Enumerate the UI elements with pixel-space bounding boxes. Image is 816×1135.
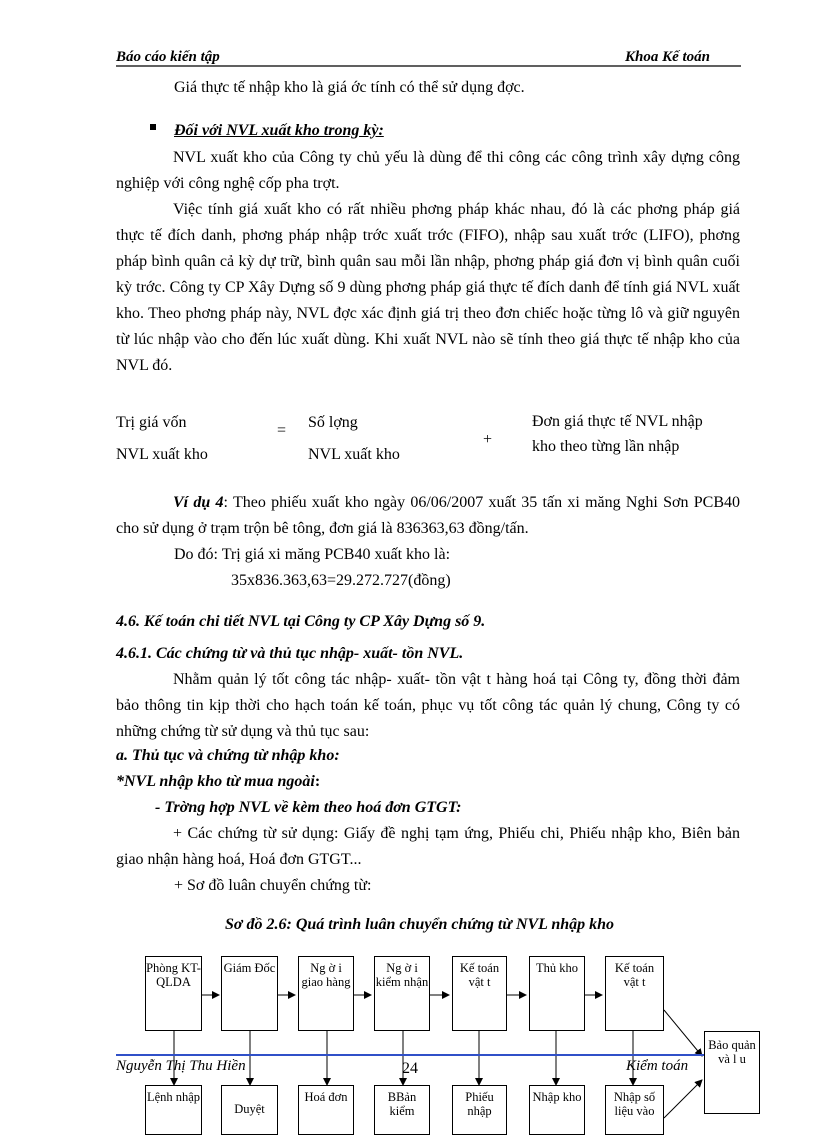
diagram-box-hoa-don: Hoá đơn	[298, 1085, 354, 1135]
section-4-6: 4.6. Kế toán chi tiết NVL tại Công ty CP Xây Dựng số 9.	[116, 613, 486, 630]
diagram-box-store: Bảo quản và l u	[704, 1031, 760, 1114]
diagram-box-thu-kho: Thủ kho	[529, 956, 585, 1031]
example-line2: Do đó: Trị giá xi măng PCB40 xuất kho là:	[174, 546, 451, 563]
diagram-box-duyet: Duyệt	[221, 1085, 278, 1135]
diagram-box-nhap-so-lieu: Nhập số liệu vào	[605, 1085, 664, 1135]
diagram-box-nhap-kho: Nhập kho	[529, 1085, 585, 1135]
diagram-box-phong-kt: Phòng KT-QLDA	[145, 956, 202, 1031]
diagram-title: Sơ đồ 2.6: Quá trình luân chuyển chứng từ NVL nhập kho	[225, 916, 615, 933]
example-text: : Theo phiếu xuất kho ngày 06/06/2007 xuất 35 tấn xi măng Nghi Sơn PCB40 cho sử dụng ở trạm trộn bê tông, đơn giá là 836363,63 đồng/tấn.	[116, 494, 741, 537]
diagram-box-ke-toan-1: Kế toán vật t	[452, 956, 507, 1031]
star-colon: :	[314, 773, 321, 790]
paragraph-2: Việc tính giá xuất kho có rất nhiều phơng pháp khác nhau, đó là các phơng pháp giá thực tế đích danh, phơng pháp nhập trớc xuất trớc (FIFO), nhập sau xuất trớc (LIFO), phơng pháp bình quân cả kỳ dự trữ, bình quân sau mỗi lần nhập, phơng pháp giá đơn vị bình quân cuối kỳ trớc. Công ty CP Xây Dựng số 9 dùng phơng pháp giá thực tế đích danh để tính giá NVL xuất kho. Theo phơng pháp này, NVL đợc xác định giá trị theo đơn chiếc hoặc từng lô và giữ nguyên từ lúc nhập vào cho đến lúc xuất dùng. Khi xuất NVL nào sẽ tính theo giá thực tế nhập kho của NVL đó.	[116, 201, 740, 374]
formula-a1: Trị giá vốn	[116, 414, 187, 431]
section-4-6-1: 4.6.1. Các chứng từ và thủ tục nhập- xuất- tồn NVL.	[116, 645, 464, 662]
subheading-dash: - Trờng hợp NVL về kèm theo hoá đơn GTGT:	[155, 799, 462, 816]
bullet-heading: Đối với NVL xuất kho trong kỳ:	[174, 122, 384, 139]
diagram-box-nguoi-kiem: Ng ờ i kiểm nhận	[374, 956, 430, 1031]
footer-page-number: 24	[402, 1060, 418, 1077]
diagram-box-giam-doc: Giám Đốc	[221, 956, 278, 1031]
diagram-box-nguoi-giao: Ng ờ i giao hàng	[298, 956, 354, 1031]
plus-paragraph-1: + Các chứng từ sử dụng: Giấy đề nghị tạm ứng, Phiếu chi, Phiếu nhập kho, Biên bản giao nhận hàng hoá, Hoá đơn GTGT...	[116, 825, 740, 868]
diagram-box-phieu-nhap: Phiếu nhập	[452, 1085, 507, 1135]
diagram-box-lenh-nhap: Lệnh nhập	[145, 1085, 202, 1135]
plus-line-2: + Sơ đồ luân chuyển chứng từ:	[174, 877, 372, 894]
formula-b2: NVL xuất kho	[308, 446, 400, 463]
formula-c2: kho theo từng lần nhập	[532, 438, 680, 455]
example-label: Ví dụ 4	[173, 494, 224, 511]
diagram-box-bban: BBản kiểm	[374, 1085, 430, 1135]
subheading-a: a. Thủ tục và chứng từ nhập kho:	[116, 747, 340, 764]
formula-b1: Số lợng	[308, 414, 358, 431]
paragraph-3: Nhằm quản lý tốt công tác nhập- xuất- tồn vật t hàng hoá tại Công ty, đồng thời đảm bảo thông tin kịp thời cho hạch toán kế toán, phục vụ tốt công tác quản lý chung, Công ty có những chứng từ sử dụng và thủ tục sau:	[116, 671, 740, 740]
paragraph-1: NVL xuất kho của Công ty chủ yếu là dùng để thi công các công trình xây dựng công nghiệp với công nghệ cốp pha trợt.	[116, 149, 740, 192]
text-line: Giá thực tế nhập kho là giá ớc tính có thể sử dụng đợc.	[174, 79, 525, 96]
diagram-box-ke-toan-2: Kế toán vật t	[605, 956, 664, 1031]
example-line3: 35x836.363,63=29.272.727(đồng)	[231, 572, 451, 589]
star-text: *NVL nhập kho từ mua ngoài	[116, 773, 315, 790]
formula-plus: +	[483, 431, 493, 448]
formula-a2: NVL xuất kho	[116, 446, 208, 463]
formula-eq: =	[277, 422, 287, 439]
header-left: Báo cáo kiến tập	[116, 49, 220, 65]
formula-c1: Đơn giá thực tế NVL nhập	[532, 413, 703, 430]
footer-left: Nguyễn Thị Thu Hiền	[116, 1058, 246, 1074]
header-right: Khoa Kế toán	[625, 49, 711, 65]
footer-right: Kiểm toán	[626, 1058, 689, 1074]
